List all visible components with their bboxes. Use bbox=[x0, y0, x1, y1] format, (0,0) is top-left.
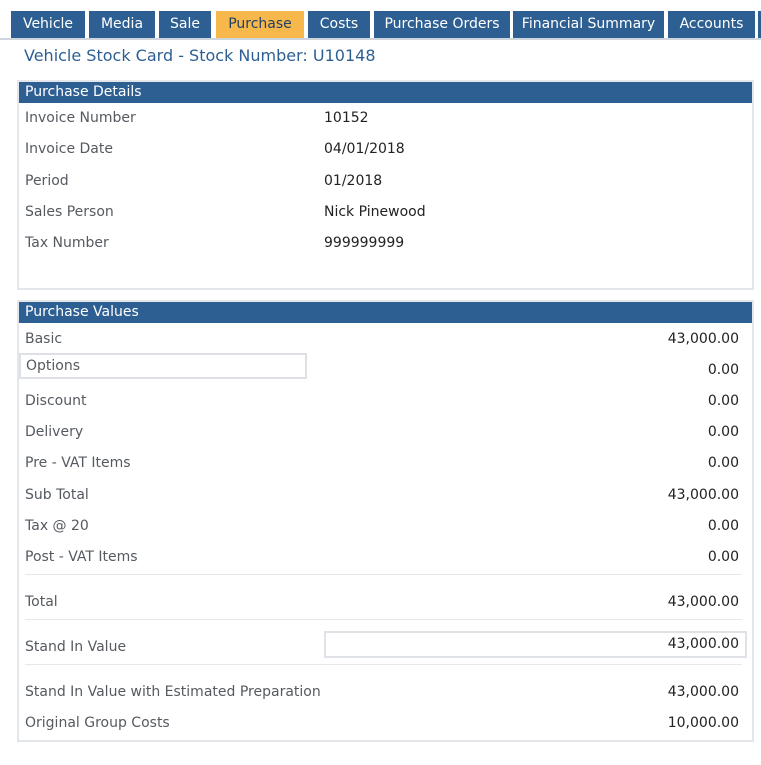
detail-row-invoice-number bbox=[19, 108, 752, 128]
detail-row-sales-person bbox=[19, 202, 752, 222]
value-row-options bbox=[19, 360, 752, 380]
original-group-costs-amount: 10,000.00 bbox=[667, 715, 739, 731]
detail-value: 999999999 bbox=[324, 235, 405, 251]
stand-in-prep-label: Stand In Value with Estimated Preparation bbox=[25, 684, 321, 700]
stand-in-value-input[interactable]: 43,000.00 bbox=[324, 631, 747, 658]
tab-purchase-orders[interactable]: Purchase Orders bbox=[374, 11, 510, 38]
value-row-tax bbox=[19, 516, 752, 536]
divider bbox=[25, 619, 742, 620]
value-row-basic bbox=[19, 329, 752, 349]
purchase-values-panel bbox=[17, 300, 754, 742]
purchase-details-panel bbox=[17, 80, 754, 290]
value-label: Discount bbox=[25, 393, 87, 409]
page-title: Vehicle Stock Card - Stock Number: U10148 bbox=[24, 46, 376, 65]
detail-value: 04/01/2018 bbox=[324, 141, 405, 157]
detail-value: Nick Pinewood bbox=[324, 204, 426, 220]
original-group-costs-label: Original Group Costs bbox=[25, 715, 170, 731]
value-amount: 43,000.00 bbox=[667, 331, 739, 347]
total-amount: 43,000.00 bbox=[667, 594, 739, 610]
detail-value: 10152 bbox=[324, 110, 369, 126]
value-amount: 43,000.00 bbox=[667, 487, 739, 503]
value-row-post-vat-items bbox=[19, 547, 752, 567]
value-amount: 0.00 bbox=[707, 424, 739, 440]
value-label: Sub Total bbox=[25, 487, 89, 503]
detail-value: 01/2018 bbox=[324, 173, 383, 189]
purchase-details-header: Purchase Details bbox=[19, 82, 752, 103]
value-amount: 0.00 bbox=[707, 518, 739, 534]
value-row-pre-vat-items bbox=[19, 453, 752, 473]
purchase-values-header: Purchase Values bbox=[19, 302, 752, 323]
tab-vehicle[interactable]: Vehicle bbox=[11, 11, 85, 38]
value-label: Delivery bbox=[25, 424, 84, 440]
value-label: Tax @ 20 bbox=[25, 518, 89, 534]
stand-in-value-label: Stand In Value bbox=[25, 639, 127, 655]
value-row-original-group-costs bbox=[19, 713, 752, 733]
value-row-total bbox=[19, 592, 752, 612]
value-amount: 0.00 bbox=[707, 455, 739, 471]
tab-purchase[interactable]: Purchase bbox=[216, 11, 304, 38]
detail-label: Invoice Number bbox=[25, 110, 136, 126]
value-row-discount bbox=[19, 391, 752, 411]
total-label: Total bbox=[25, 594, 58, 610]
detail-label: Period bbox=[25, 173, 69, 189]
tab-media[interactable]: Media bbox=[89, 11, 155, 38]
detail-label: Sales Person bbox=[25, 204, 114, 220]
value-label: Basic bbox=[25, 331, 63, 347]
tab-financial-summary[interactable]: Financial Summary bbox=[513, 11, 664, 38]
divider bbox=[25, 664, 742, 665]
value-row-stand-in-with-prep bbox=[19, 682, 752, 702]
value-amount: 0.00 bbox=[707, 393, 739, 409]
stand-in-prep-amount: 43,000.00 bbox=[667, 684, 739, 700]
detail-label: Tax Number bbox=[25, 235, 109, 251]
detail-row-period bbox=[19, 171, 752, 191]
divider bbox=[25, 574, 742, 575]
tab-bar bbox=[0, 0, 761, 40]
value-label: Pre - VAT Items bbox=[25, 455, 131, 471]
value-row-delivery bbox=[19, 422, 752, 442]
value-amount: 0.00 bbox=[707, 549, 739, 565]
value-row-sub-total bbox=[19, 485, 752, 505]
detail-label: Invoice Date bbox=[25, 141, 113, 157]
tab-costs[interactable]: Costs bbox=[308, 11, 370, 38]
value-label: Post - VAT Items bbox=[25, 549, 138, 565]
value-amount: 0.00 bbox=[707, 362, 739, 378]
value-row-stand-in-value bbox=[19, 637, 752, 657]
detail-row-tax-number bbox=[19, 233, 752, 253]
tab-sale[interactable]: Sale bbox=[159, 11, 211, 38]
tab-accounts[interactable]: Accounts bbox=[668, 11, 755, 38]
detail-row-invoice-date bbox=[19, 139, 752, 159]
options-field[interactable]: Options bbox=[19, 353, 307, 379]
